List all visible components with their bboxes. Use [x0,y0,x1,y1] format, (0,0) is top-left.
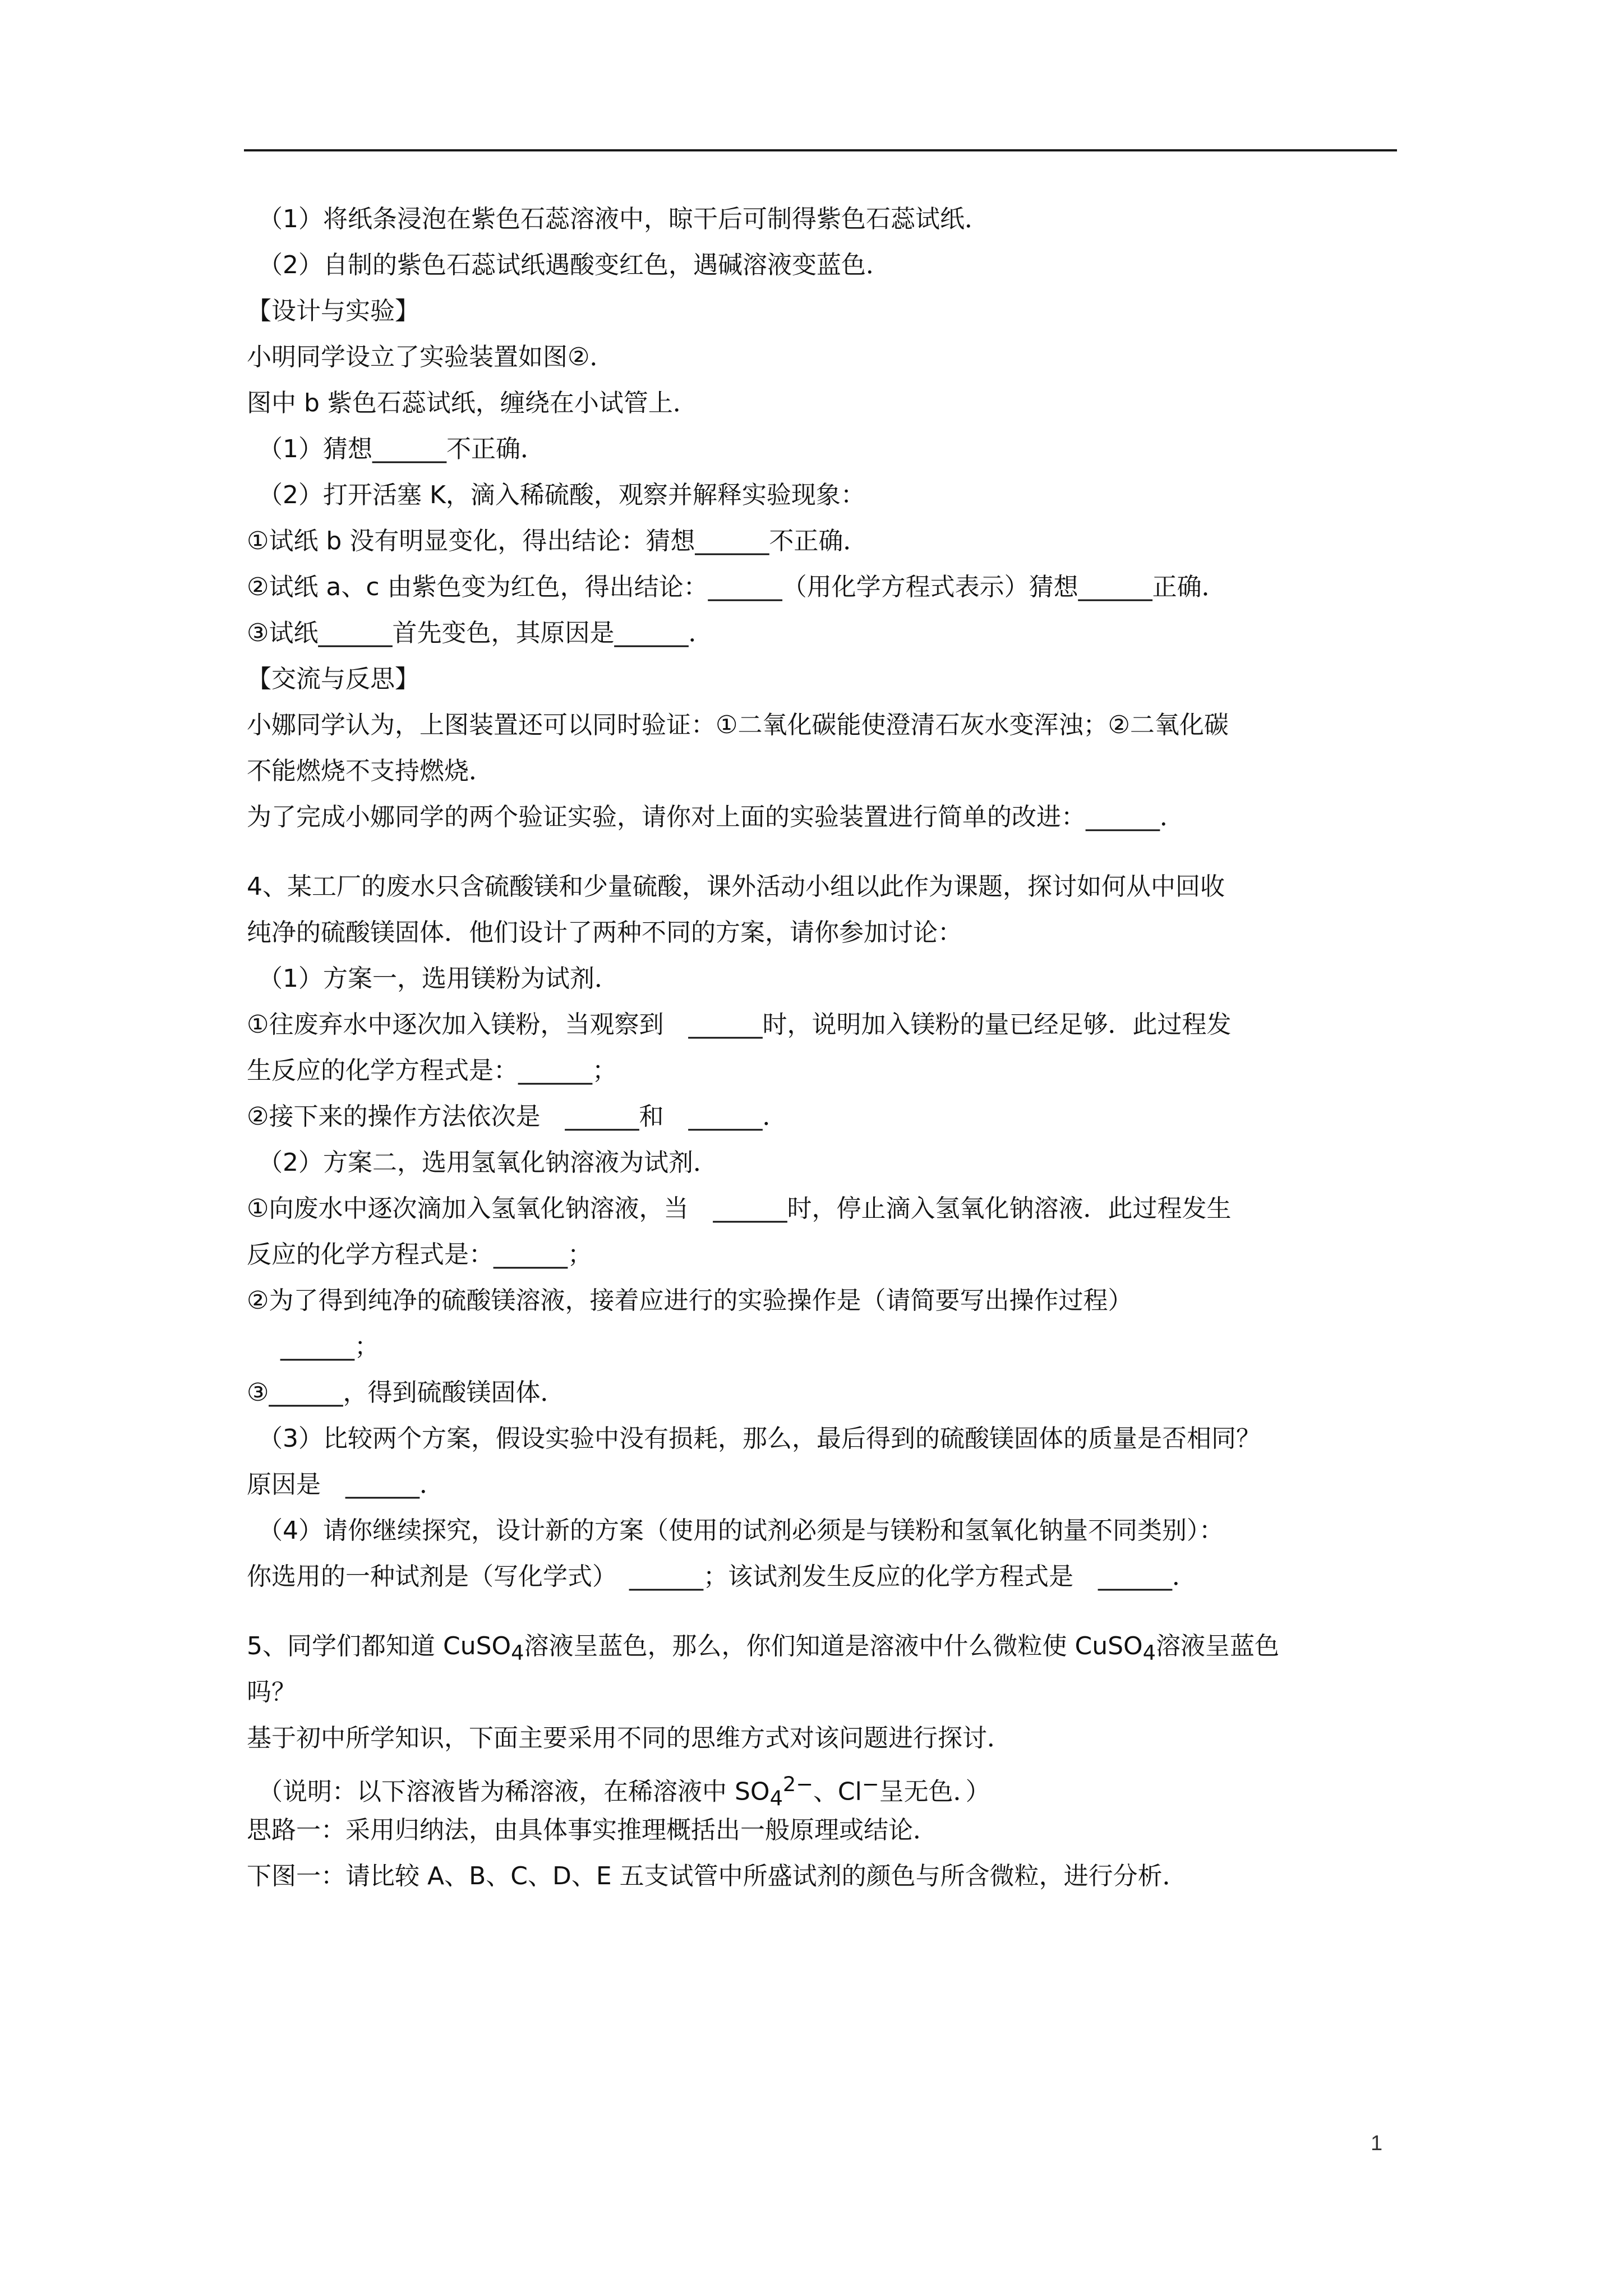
text-line: ①试纸 b 没有明显变化，得出结论：猜想______不正确． [247,527,868,555]
document-body [247,196,1402,1899]
question-5-line: 5、同学们都知道 CuSO$_4$溶液呈蓝色，那么，你们知道是溶液中什么微粒使 CuSO$_4$溶液呈蓝色 [247,1632,1279,1665]
section-heading-design: 【设计与实验】 [247,297,419,325]
text-line: 纯净的硫酸镁固体．他们设计了两种不同的方案，请你参加讨论： [247,918,962,947]
text-line: （2）方案二，选用氢氧化钠溶液为试剂． [258,1148,718,1177]
text-line: （3）比较两个方案，假设实验中没有损耗，那么，最后得到的硫酸镁固体的质量是否相同？ [258,1424,1261,1453]
text-line: （1）猜想______不正确． [258,435,545,463]
text-line: （1）方案一，选用镁粉为试剂． [258,964,619,993]
text-line: 小明同学设立了实验装置如图②． [247,343,615,371]
text-line: 吗？ [247,1678,296,1706]
text-line: （4）请你继续探究，设计新的方案（使用的试剂必须是与镁粉和氢氧化钠量不同类别）： [258,1516,1224,1545]
text-line: （2）自制的紫色石蕊试纸遇酸变红色，遇碱溶液变蓝色． [258,251,891,279]
text-line: 为了完成小娜同学的两个验证实验，请你对上面的实验装置进行简单的改进：______． [247,803,1184,831]
page-number: 1 [1371,2132,1383,2155]
text-line: 生反应的化学方程式是：______； [247,1056,617,1085]
text-line: 图中 b 紫色石蕊试纸，缠绕在小试管上． [247,389,698,417]
note-line: （说明：以下溶液皆为稀溶液，在稀溶液中 $SO_4^{2-}$、Cl−呈无色．） [258,1772,990,1807]
text-line: 下图一：请比较 A、B、C、D、E 五支试管中所盛试剂的颜色与所含微粒，进行分析． [247,1862,1187,1890]
question-4-line: 4、某工厂的废水只含硫酸镁和少量硫酸，课外活动小组以此作为课题，探讨如何从中回收 [247,872,1225,901]
text-line: 不能燃烧不支持燃烧． [247,757,494,785]
text-line: ③试纸______首先变色，其原因是______． [247,619,713,647]
text-line: ②接下来的操作方法依次是 ______和 ______． [247,1102,787,1131]
text-line: ②为了得到纯净的硫酸镁溶液，接着应进行的实验操作是（请简要写出操作过程） [247,1286,1133,1315]
text-line: 小娜同学认为，上图装置还可以同时验证：①二氧化碳能使澄清石灰水变浑浊；②二氧化碳 [247,711,1229,739]
text-line: （1）将纸条浸泡在紫色石蕊溶液中，晾干后可制得紫色石蕊试纸． [258,205,989,233]
text-line: （2）打开活塞 K，滴入稀硫酸，观察并解释实验现象： [258,481,865,509]
text-line: ①往废弃水中逐次加入镁粉，当观察到 ______时，说明加入镁粉的量已经足够．此过程发 [247,1010,1232,1039]
text-line: ①向废水中逐次滴加入氢氧化钠溶液，当 ______时，停止滴入氢氧化钠溶液．此过程发生 [247,1194,1232,1223]
text-line: ②试纸 a、c 由紫色变为红色，得出结论：______（用化学方程式表示）猜想______正确． [247,573,1227,601]
text-line: ______； [280,1332,379,1361]
text-line: ③______，得到硫酸镁固体． [247,1378,565,1407]
text-line: 基于初中所学知识，下面主要采用不同的思维方式对该问题进行探讨． [247,1724,1012,1752]
section-heading-reflection: 【交流与反思】 [247,665,419,693]
header-rule [244,149,1397,151]
text-line: 反应的化学方程式是：______； [247,1240,592,1269]
text-line: 思路一：采用归纳法，由具体事实推理概括出一般原理或结论． [247,1816,938,1844]
text-line: 原因是 ______． [247,1470,444,1499]
text-line: 你选用的一种试剂是（写化学式） ______；该试剂发生反应的化学方程式是 ______． [247,1562,1197,1591]
